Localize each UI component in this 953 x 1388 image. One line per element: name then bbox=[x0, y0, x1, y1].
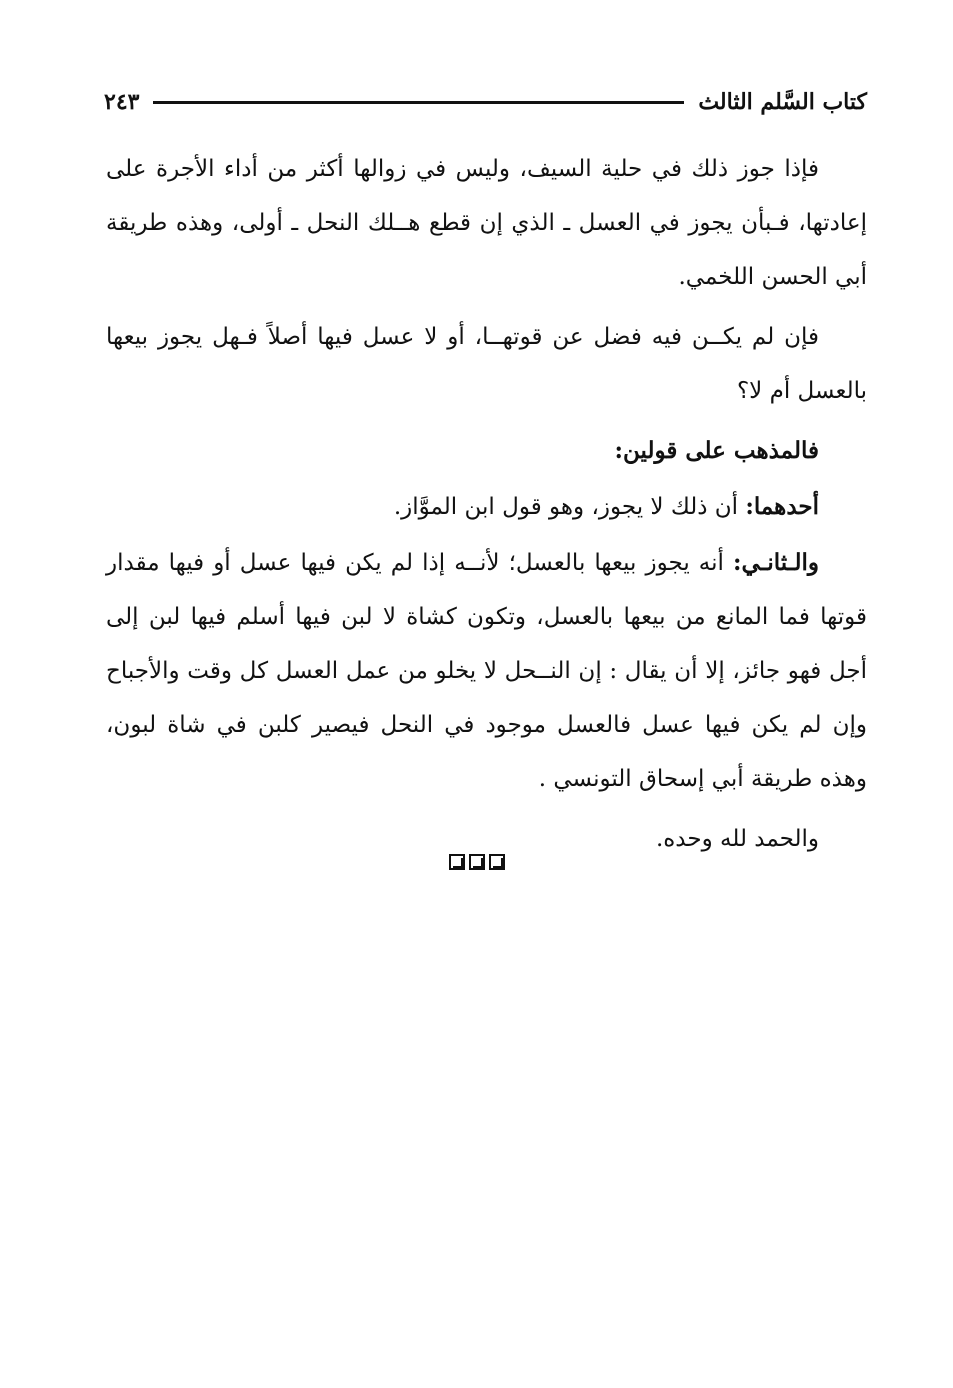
paragraph-1: فإذا جوز ذلك في حلية السيف، وليس في زوالها أكثر من أداء الأجرة على إعادتها، فـبأن يجوز في العسل ـ الذي إن قطع هــلك النحل ـ أولى، وهذه طريقة أبي الحسن اللخمي. bbox=[106, 156, 867, 290]
running-title: كتاب السَّلم الثالث bbox=[698, 89, 867, 115]
paragraph-first-opinion bbox=[106, 480, 867, 534]
paragraph-2: فإن لم يكــن فيه فضل عن قوتهــا، أو لا عسل فيها أصلاً فـهل يجوز بيعها بالعسل أم لا؟ bbox=[106, 324, 867, 404]
section-heading: فالمذهب على قولين: bbox=[614, 437, 819, 464]
ornament-square-icon bbox=[449, 854, 465, 870]
ornament-square-icon bbox=[489, 854, 505, 870]
ornament-square-icon bbox=[469, 854, 485, 870]
end-ornament bbox=[0, 854, 953, 870]
closing-line: والحمد لله وحده. bbox=[655, 826, 819, 852]
first-opinion-text: أن ذلك لا يجوز، وهو قول ابن الموَّاز. bbox=[393, 494, 746, 520]
first-opinion-label: أحدهما: bbox=[745, 493, 819, 520]
paragraph-second-opinion bbox=[106, 536, 867, 806]
page-number: ٢٤٣ bbox=[104, 89, 140, 115]
header-rule bbox=[153, 101, 684, 104]
page-header bbox=[104, 82, 867, 122]
second-opinion-label: والـثانـي: bbox=[733, 549, 819, 576]
page-body bbox=[106, 142, 867, 872]
second-opinion-text: أنه يجوز بيعها بالعسل؛ لأنــه إذا لم يكن فيها عسل أو فيها مقدار قوتها فما المانع من بيعها بالعسل، وتكون كشاة لا لبن فيها أسلم فيها لبن إلى أجل فهو جائز، إلا أن يقال : إن النــحل لا يخلو من عمل العسل كل وقت والأجباح وإن لم يكن فيها عسل فالعسل موجود في النحل فيصير كلبن في شاة لبون، وهذه طريقة أبي إسحاق التونسي . bbox=[106, 550, 867, 792]
